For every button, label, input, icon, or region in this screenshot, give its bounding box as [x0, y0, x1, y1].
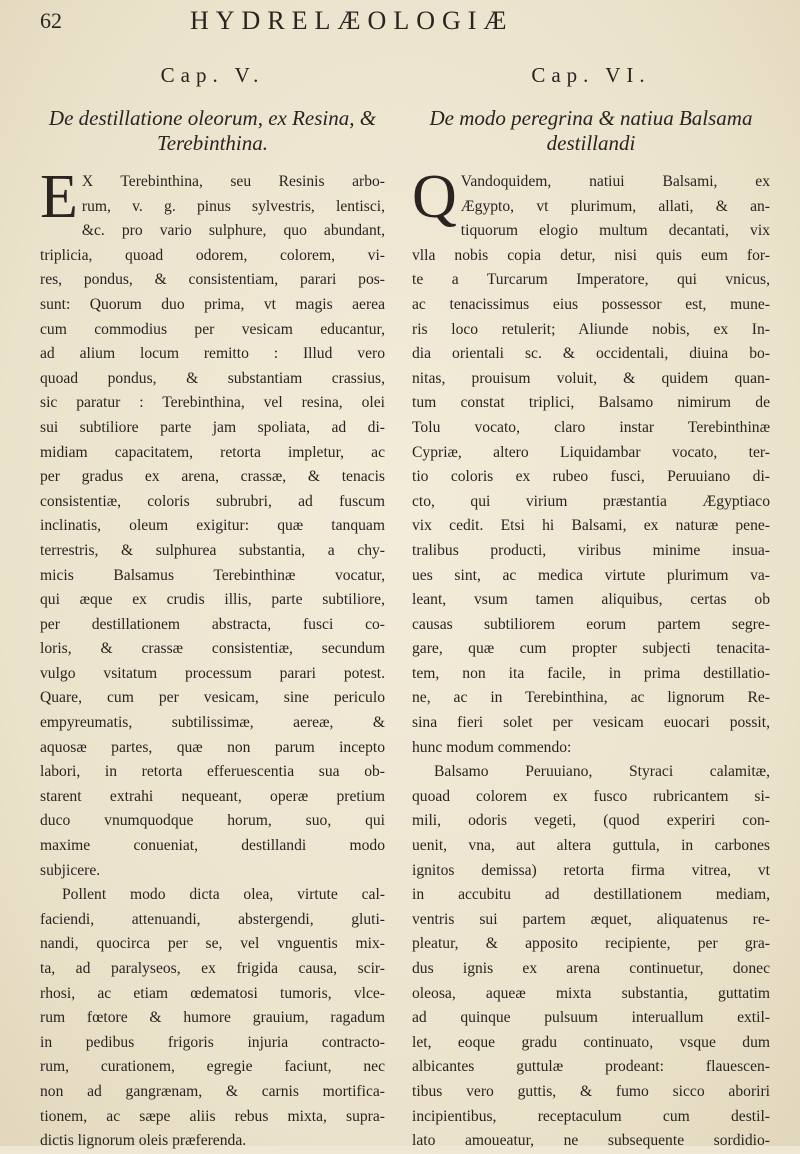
text-line: tionem, ac sæpe aliis rebus mixta, supra-	[40, 1107, 385, 1125]
text-line: maxime conueniat, destillandi modo	[40, 837, 385, 855]
text-line: dia orientali sc. & occidentali, diuina bo-	[412, 345, 770, 363]
text-line: cum commodius per vesicam educantur,	[40, 320, 385, 338]
chapter-body	[40, 163, 385, 1154]
text-line: ris loco retulerit; Aliunde nobis, ex In-	[412, 320, 770, 338]
chapter-heading: Cap. VI.	[531, 63, 651, 87]
text-line: rum, curationem, egregie faciunt, nec	[40, 1058, 385, 1076]
text-line: tio coloris ex rubeo fusci, Peruuiano di-	[412, 468, 770, 486]
text-line: tibus vero guttis, & fumo sicco aboriri	[412, 1082, 770, 1100]
text-line: gare, quæ cum propter subjecti tenacita-	[412, 640, 770, 658]
text-line: non ad gangrænam, & carnis mortifica-	[40, 1082, 385, 1100]
text-line: sina fieri solet per vesicam euocari possit,	[412, 714, 770, 732]
text-line: ad alium locum remitto : Illud vero	[40, 345, 385, 363]
text-line: Pollent modo dicta olea, virtute cal-	[62, 886, 385, 904]
text-line: Tolu vocato, claro instar Terebinthinæ	[412, 418, 770, 436]
text-line: causas subtiliorem eorum partem segre-	[412, 615, 770, 633]
text-line: terrestris, & sulphurea substantia, a chy-	[40, 541, 385, 559]
text-line: micis Balsamus Terebinthinæ vocatur,	[40, 566, 385, 584]
text-line: mili, odoris vegeti, (quod experiri con-	[412, 812, 770, 830]
text-line: lato amoueatur, ne subsequente sordidio-	[412, 1132, 770, 1150]
text-line: albicantes guttulæ prodeant: flauescen-	[412, 1058, 770, 1076]
text-line: inclinatis, oleum exigitur: quæ tanquam	[40, 517, 385, 535]
text-line: vix cedit. Etsi hi Balsami, ex naturæ pene-	[412, 517, 770, 535]
text-line: tralibus producti, viribus minime insua-	[412, 541, 770, 559]
text-line: in pedibus frigoris injuria contracto-	[40, 1033, 385, 1051]
left-column	[40, 60, 385, 1154]
text-line: quoad colorem ex fusco rubricantem si-	[412, 787, 770, 805]
text-line: let, eoque gradu continuato, vsque dum	[412, 1033, 770, 1051]
text-line: aquosæ partes, quæ non parum incepto	[40, 738, 385, 756]
chapter-title	[40, 106, 385, 156]
text-line: dus ignis ex arena continuetur, donec	[412, 960, 770, 977]
chapter-title-line: destillandi	[546, 131, 636, 155]
text-line: ta, ad paralyseos, ex frigida causa, scir-	[40, 960, 385, 977]
text-line: Vandoquidem, natiui Balsami, ex	[460, 173, 770, 190]
text-line: nitas, prouisum voluit, & quidem quan-	[412, 369, 770, 387]
chapter-heading: Cap. V.	[160, 63, 265, 87]
text-line: loris, & crassæ consistentiæ, secundum	[40, 640, 385, 658]
text-line: leant, vsum tamen aliquibus, certas ob	[412, 591, 770, 609]
text-line: starent extrahi nequeant, operæ pretium	[40, 787, 385, 805]
text-line: ac tenacissimus eius possessor est, mune-	[412, 295, 770, 313]
text-line: nandi, quocirca per se, vel vnguentis mix-	[40, 935, 385, 953]
text-line: tem, non ita facile, in prima destillatio-	[412, 664, 770, 682]
text-line: hunc modum commendo:	[412, 738, 572, 756]
text-line: ad quinque pulsuum interuallum extil-	[412, 1009, 770, 1027]
page-number: 62	[40, 8, 62, 33]
text-line: faciendi, attenuandi, abstergendi, gluti-	[40, 910, 385, 928]
text-line: ne, ac in Terebinthina, ac lignorum Re-	[412, 689, 770, 707]
text-line: sui subtiliore parte jam spoliata, ad di-	[40, 418, 385, 436]
text-line: Cypriæ, altero Liquidambar vocato, ter-	[412, 443, 770, 461]
chapter-body	[412, 163, 770, 1154]
text-line: duco vnumquodque horum, suo, qui	[40, 812, 385, 830]
text-line: vulgo vsitatum processum parari potest.	[40, 664, 385, 682]
text-line: rum fœtore & humore grauium, ragadum	[40, 1009, 385, 1027]
text-line: per gradus ex arena, crassæ, & tenacis	[40, 468, 385, 486]
text-line: res, pondus, & consistentiam, parari pos-	[40, 271, 385, 289]
text-line: &c. pro vario sulphure, quo abundant,	[81, 222, 385, 240]
text-line: rhosi, ac etiam œdematosi tumoris, vlce-	[40, 984, 385, 1002]
text-line: sic paratur : Terebinthina, vel resina, olei	[40, 394, 385, 412]
text-line: rum, v. g. pinus sylvestris, lentisci,	[81, 197, 385, 215]
chapter-title	[412, 106, 770, 156]
text-line: midiam capacitatem, retorta impletur, ac	[40, 443, 385, 461]
running-title: HYDRELÆOLOGIÆ	[190, 6, 514, 35]
text-line: ventris sui partem æquet, aliquatenus re-	[412, 910, 770, 928]
text-line: qui æque ex crudis illis, parte subtiliore,	[40, 591, 385, 609]
text-line: dictis lignorum oleis præferenda.	[40, 1132, 247, 1150]
text-line: incipientibus, receptaculum cum destil-	[412, 1107, 770, 1125]
text-line: consistentiæ, coloris subrubri, ad fuscum	[40, 492, 385, 510]
text-line: per destillationem abstracta, fusci co-	[40, 615, 385, 633]
drop-cap: Q	[412, 163, 457, 231]
text-line: Ægypto, vt plurimum, allati, & an-	[460, 197, 770, 215]
text-line: triplicia, quoad odorem, colorem, vi-	[40, 246, 385, 264]
text-line: cto, qui virium præstantia Ægyptiaco	[412, 492, 770, 510]
text-line: pleatur, & apposito recipiente, per gra-	[412, 935, 770, 953]
text-line: in accubitu ad destillationem mediam,	[412, 886, 770, 904]
chapter-title-line: De destillatione oleorum, ex Resina, &	[48, 106, 377, 130]
text-line: Quare, cum per vesicam, sine periculo	[40, 689, 385, 707]
text-line: tiquorum elogio multum decantati, vix	[460, 222, 770, 240]
text-line: X Terebinthina, seu Resinis arbo-	[81, 173, 385, 190]
text-line: subjicere.	[40, 861, 101, 879]
chapter-title-line: Terebinthina.	[156, 131, 269, 155]
text-line: ues sint, ac medica virtute plurimum va-	[412, 566, 770, 584]
text-line: sunt: Quorum duo prima, vt magis aerea	[40, 295, 385, 313]
text-line: uenit, vna, aut altera guttula, in carbones	[412, 837, 770, 855]
text-line: quoad pondus, & substantiam crassius,	[40, 369, 385, 387]
text-line: Balsamo Peruuiano, Styraci calamitæ,	[434, 763, 770, 781]
drop-cap: E	[40, 163, 78, 231]
text-line: labori, in retorta efferuescentia sua ob-	[40, 763, 385, 781]
text-line: oleosa, aqueæ mixta substantia, guttatim	[412, 984, 770, 1002]
text-line: tum constat triplici, Balsamo nimirum de	[412, 394, 770, 412]
chapter-title-line: De modo peregrina & natiua Balsama	[429, 106, 753, 130]
running-head	[40, 6, 780, 40]
text-line: ignitos demissa) retorta firma vitrea, vt	[412, 861, 770, 879]
text-line: vlla nobis copia detur, nisi quis eum for-	[412, 246, 770, 264]
text-line: empyreumatis, subtilissimæ, aereæ, &	[40, 714, 385, 732]
text-line: te a Turcarum Imperatore, qui vnicus,	[412, 271, 770, 289]
right-column	[412, 60, 770, 1154]
